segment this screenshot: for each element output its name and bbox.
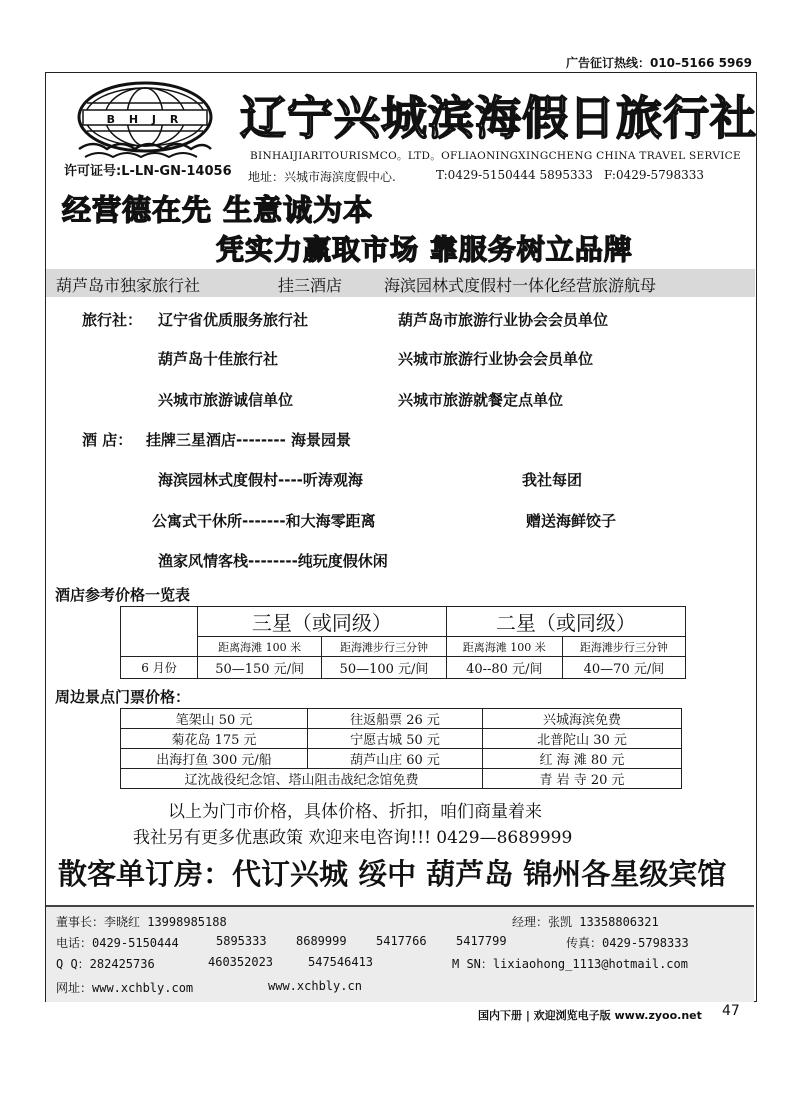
fax-number: 传真：0429-5798333 (566, 936, 689, 950)
ticket-price-table (120, 708, 682, 789)
price-cell: 40—70 元/间 (562, 657, 685, 679)
ticket-table-title: 周边景点门票价格： (55, 688, 191, 706)
phone-number: 5895333 (216, 934, 267, 948)
phone-number: 8689999 (296, 934, 347, 948)
consult-note: 我社另有更多优惠政策 欢迎来电咨询!!! 0429—8689999 (133, 828, 573, 848)
website-link[interactable]: 网址：www.xchbly.com (56, 981, 194, 995)
qq-number: 460352023 (208, 955, 274, 969)
banner-item: 挂三酒店 (278, 276, 343, 295)
highlight-banner (46, 269, 755, 297)
telephone: T:0429-5150444 5895333 (436, 168, 593, 182)
table-row (121, 729, 682, 749)
price-cell: 40--80 元/间 (446, 657, 562, 679)
fax: F:0429-5798333 (604, 168, 704, 182)
table-row (121, 769, 682, 789)
ticket-cell: 葫芦山庄 60 元 (308, 749, 483, 769)
address: 地址：兴城市海滨度假中心. (248, 170, 396, 184)
logo-letters: B H J R (106, 113, 184, 126)
ticket-cell: 往返船票 26 元 (308, 709, 483, 729)
honor-item: 葫芦岛十佳旅行社 (158, 350, 279, 368)
price-note: 以上为门市价格，具体价格、折扣，咱们商量着来 (168, 802, 542, 822)
hotel-label: 酒 店： (82, 431, 133, 449)
price-group-header: 三星（或同级） (198, 607, 447, 637)
price-cell: 50—150 元/间 (198, 657, 322, 679)
price-cell: 50—100 元/间 (322, 657, 446, 679)
price-table-title: 酒店参考价格一览表 (55, 586, 191, 604)
qq-number: 547546413 (308, 955, 374, 969)
license-number: 许可证号:L-LN-GN-14056 (64, 164, 232, 179)
ticket-cell: 出海打鱼 300 元/船 (121, 749, 308, 769)
price-subheader: 距离海滩 100 米 (198, 637, 322, 657)
ticket-cell: 兴城海滨免费 (483, 709, 682, 729)
website-link[interactable]: www.xchbly.cn (268, 979, 362, 993)
hotel-line: 渔家风情客栈--------纯玩度假休闲 (158, 552, 388, 570)
manager: 经理：张凯 13358806321 (512, 915, 659, 929)
hotel-line: 公寓式干休所-------和大海零距离 (152, 512, 376, 530)
price-subheader: 距海滩步行三分钟 (562, 637, 685, 657)
ticket-cell: 笔架山 50 元 (121, 709, 308, 729)
chairman: 董事长：李晓红 13998985188 (56, 915, 227, 929)
slogan-2: 凭实力赢取市场 靠服务树立品牌 (216, 233, 633, 266)
page-footer: 国内下册 | 欢迎浏览电子版 www.zyoo.net (478, 1009, 702, 1022)
agency-label: 旅行社： (82, 311, 143, 329)
ticket-cell: 北普陀山 30 元 (483, 729, 682, 749)
page-number: 47 (722, 1003, 740, 1019)
price-subheader: 距离海滩 100 米 (446, 637, 562, 657)
slogan-1: 经营德在先 生意诚为本 (62, 193, 374, 227)
honor-item: 兴城市旅游诚信单位 (158, 391, 294, 409)
price-group-header: 二星（或同级） (446, 607, 685, 637)
ticket-cell: 辽沈战役纪念馆、塔山阻击战纪念馆免费 (121, 769, 483, 789)
ad-hotline: 广告征订热线：010–5166 5969 (565, 56, 752, 70)
promo-text: 我社每团 (522, 471, 583, 489)
company-title: 辽宁兴城滨海假日旅行社 (240, 91, 757, 145)
ticket-cell: 红 海 滩 80 元 (483, 749, 682, 769)
honor-item: 兴城市旅游就餐定点单位 (398, 391, 564, 409)
booking-headline: 散客单订房：代订兴城 绥中 葫芦岛 锦州各星级宾馆 (58, 857, 727, 891)
price-row-label: 6 月份 (121, 657, 198, 679)
ticket-cell: 菊花岛 175 元 (121, 729, 308, 749)
hotel-line: 海滨园林式度假村----听涛观海 (158, 471, 363, 489)
price-subheader: 距海滩步行三分钟 (322, 637, 446, 657)
english-name: BINHAIJIARITOURISMCO。LTD。OFLIAONINGXINGCHENG CHINA TRAVEL SERVICE (250, 150, 741, 162)
qq-main: Q Q：282425736 (56, 957, 155, 971)
honor-item: 葫芦岛市旅游行业协会会员单位 (398, 311, 609, 329)
table-row (121, 749, 682, 769)
table-row (121, 709, 682, 729)
ticket-cell: 宁愿古城 50 元 (308, 729, 483, 749)
honor-item: 兴城市旅游行业协会会员单位 (398, 350, 594, 368)
phone-number: 5417766 (376, 934, 427, 948)
hotel-line: 挂牌三星酒店-------- 海景园景 (146, 431, 352, 449)
msn-address: M SN：lixiaohong_1113@hotmail.com (452, 957, 688, 971)
banner-item: 葫芦岛市独家旅行社 (56, 276, 201, 295)
ticket-cell: 青 岩 寺 20 元 (483, 769, 682, 789)
hotel-price-table (120, 606, 686, 679)
honor-item: 辽宁省优质服务旅行社 (158, 311, 309, 329)
promo-text: 赠送海鲜饺子 (526, 512, 617, 530)
phone-main: 电话：0429-5150444 (56, 936, 179, 950)
phone-number: 5417799 (456, 934, 507, 948)
banner-item: 海滨园林式度假村一体化经营旅游航母 (384, 276, 657, 295)
